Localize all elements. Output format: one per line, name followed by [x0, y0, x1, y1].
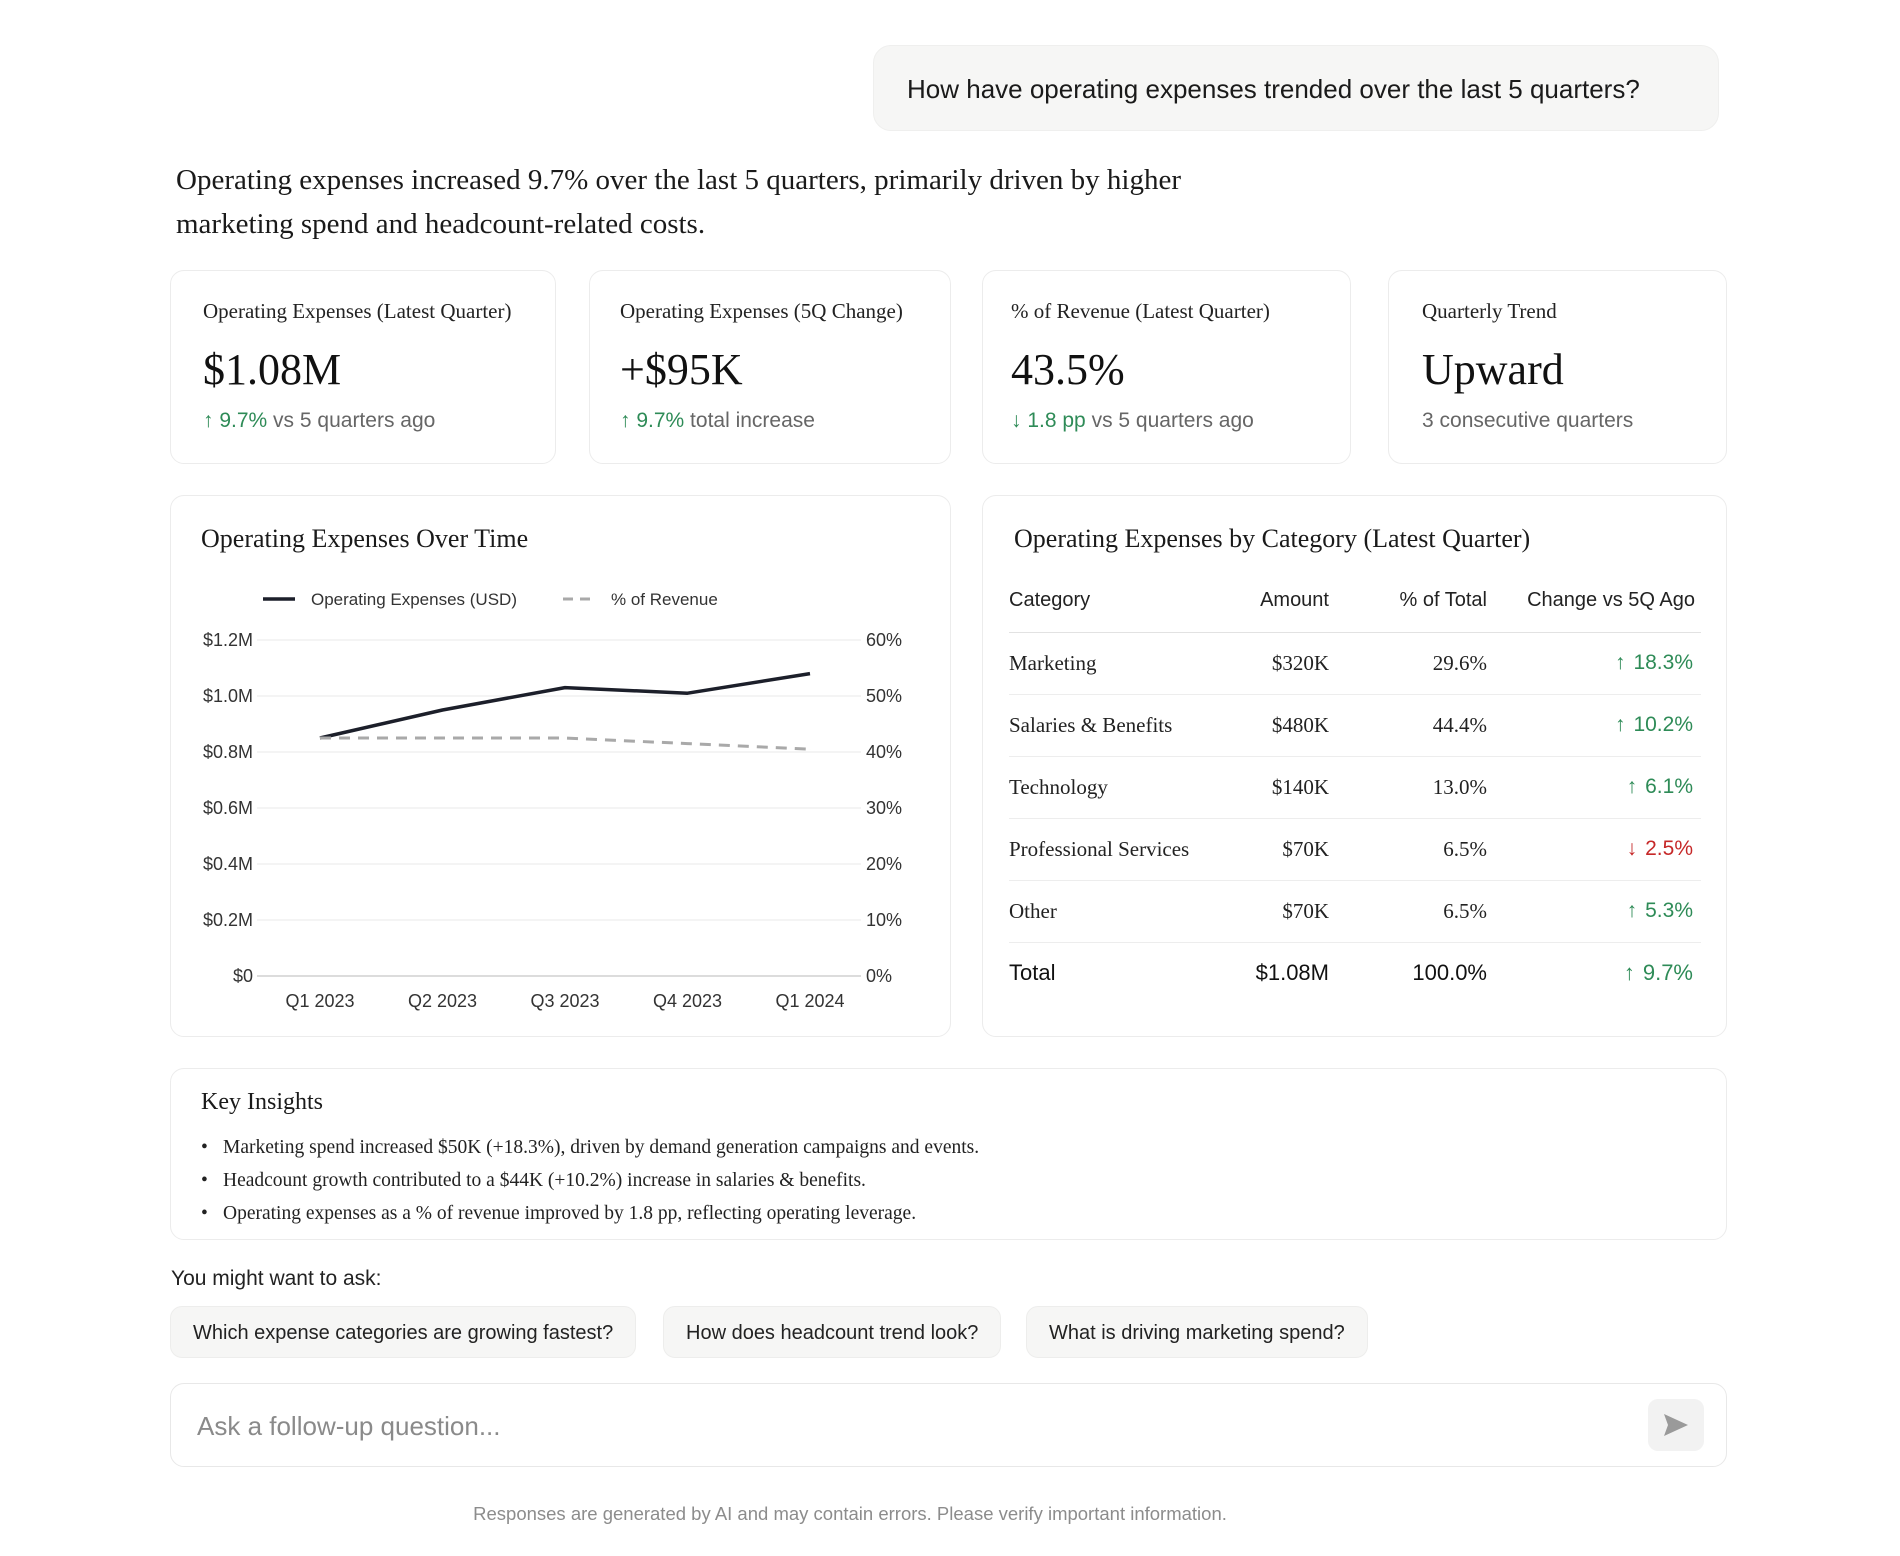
kpi-suffix: vs 5 quarters ago [267, 409, 436, 432]
kpi-value: 43.5% [1011, 345, 1125, 394]
chart-title: Operating Expenses Over Time [201, 524, 529, 553]
table-row [1009, 756, 1701, 818]
arrow-up-icon: ↑ [1623, 960, 1635, 986]
column-header-amount: Amount [1209, 586, 1329, 632]
cell-amount: $1.08M [1255, 960, 1329, 986]
insight-item: • Headcount growth contributed to a $44K (+10.2%) increase in salaries & benefits. [201, 1164, 979, 1197]
table-row [1009, 880, 1701, 942]
insight-item: • Marketing spend increased $50K (+18.3%), driven by demand generation campaigns and events. [201, 1131, 979, 1164]
arrow-up-icon: ↑ [1626, 775, 1638, 798]
right-axis-tick: 60% [866, 630, 903, 650]
send-icon [1662, 1412, 1690, 1438]
kpi-card-latest-opex [170, 270, 556, 464]
arrow-down-icon: ↓ [1011, 409, 1022, 432]
cell-category: Total [1009, 960, 1056, 986]
insights-title: Key Insights [201, 1089, 323, 1115]
x-axis-tick: Q3 2023 [530, 991, 600, 1011]
kpi-subtext [203, 409, 435, 433]
left-axis-tick: $0.4M [202, 854, 253, 874]
change-value: 18.3% [1633, 651, 1693, 674]
kpi-delta: 9.7% [219, 409, 268, 432]
suggestion-chip-headcount-trend[interactable]: How does headcount trend look? [663, 1306, 1001, 1358]
change-value: 5.3% [1645, 899, 1693, 922]
column-header-change: Change vs 5Q Ago [1487, 586, 1701, 632]
change-value: 9.7% [1642, 960, 1693, 986]
right-axis-tick: 50% [866, 686, 903, 706]
column-header-pct-total: % of Total [1329, 586, 1487, 632]
kpi-suffix: vs 5 quarters ago [1085, 409, 1254, 432]
suggestion-chip-fastest-categories[interactable]: Which expense categories are growing fastest? [170, 1306, 636, 1358]
cell-category: Salaries & Benefits [1009, 694, 1209, 756]
kpi-subtext [1011, 409, 1254, 433]
insights-list [201, 1131, 979, 1230]
cell-amount: $70K [1209, 880, 1329, 942]
kpi-card-5q-change [589, 270, 951, 464]
cell-pct-total: 6.5% [1329, 880, 1487, 942]
arrow-up-icon: ↑ [1614, 651, 1626, 674]
change-value: 10.2% [1633, 713, 1693, 736]
x-axis-tick: Q2 2023 [407, 991, 478, 1011]
cell-amount: $480K [1209, 694, 1329, 756]
cell-change [1487, 942, 1701, 1004]
cell-change [1487, 756, 1701, 818]
kpi-suffix: total increase [684, 409, 815, 432]
right-axis-tick: 30% [866, 798, 903, 818]
x-axis-tick: Q1 2023 [285, 991, 355, 1011]
cell-category: Other [1009, 880, 1209, 942]
kpi-delta: 1.8 pp [1027, 409, 1086, 432]
kpi-label: Operating Expenses (Latest Quarter) [203, 299, 512, 323]
table-row [1009, 632, 1701, 694]
follow-up-input[interactable] [197, 1404, 1577, 1448]
cell-pct-total: 44.4% [1329, 694, 1487, 756]
ai-disclaimer: Responses are generated by AI and may contain errors. Please verify important information. [473, 1503, 1227, 1524]
left-axis-tick: $0.8M [202, 742, 253, 762]
left-axis-tick: $0 [232, 966, 253, 986]
category-table [1009, 586, 1701, 1004]
series-line-pct-revenue [320, 738, 810, 749]
change-value: 2.5% [1645, 837, 1693, 860]
chart-legend [263, 590, 718, 609]
kpi-label: Operating Expenses (5Q Change) [620, 299, 903, 323]
arrow-up-icon: ↑ [620, 409, 631, 432]
right-axis-tick: 10% [866, 910, 903, 930]
x-axis-tick: Q4 2023 [652, 991, 723, 1011]
kpi-delta: 9.7% [636, 409, 685, 432]
kpi-label: % of Revenue (Latest Quarter) [1011, 299, 1270, 323]
table-row [1009, 818, 1701, 880]
column-header-category: Category [1009, 586, 1209, 632]
suggestion-chip-marketing-spend[interactable]: What is driving marketing spend? [1026, 1306, 1368, 1358]
right-axis-tick: 20% [866, 854, 903, 874]
cell-pct-total: 100.0% [1412, 960, 1487, 986]
kpi-value: Upward [1422, 345, 1564, 394]
user-message-bubble [873, 45, 1719, 131]
right-axis-tick: 40% [866, 742, 903, 762]
kpi-value: $1.08M [203, 345, 342, 394]
chart-card [170, 495, 951, 1037]
table-total-row [1009, 942, 1701, 1004]
cell-amount: $320K [1209, 632, 1329, 694]
send-button[interactable] [1648, 1399, 1704, 1451]
cell-change [1487, 632, 1701, 694]
arrow-up-icon: ↑ [1614, 713, 1626, 736]
user-message-text: How have operating expenses trended over the last 5 quarters? [907, 74, 1640, 104]
table-row [1009, 694, 1701, 756]
key-insights-card [170, 1068, 1727, 1240]
kpi-value: +$95K [620, 345, 743, 394]
legend-label-pct-revenue: % of Revenue [611, 590, 718, 609]
cell-pct-total: 6.5% [1329, 818, 1487, 880]
cell-pct-total: 13.0% [1329, 756, 1487, 818]
left-axis-tick: $0.2M [202, 910, 253, 930]
cell-amount: $70K [1209, 818, 1329, 880]
left-axis-tick: $0.6M [202, 798, 253, 818]
cell-change [1487, 880, 1701, 942]
legend-label-opex: Operating Expenses (USD) [311, 590, 517, 609]
change-value: 6.1% [1645, 775, 1693, 798]
cell-pct-total: 29.6% [1329, 632, 1487, 694]
cell-category: Technology [1009, 756, 1209, 818]
cell-category: Professional Services [1009, 818, 1209, 880]
arrow-up-icon: ↑ [203, 409, 214, 432]
arrow-up-icon: ↑ [1626, 899, 1638, 922]
table-header-row [1009, 586, 1701, 632]
kpi-card-quarterly-trend [1388, 270, 1727, 464]
answer-text: Operating expenses increased 9.7% over the last 5 quarters, primarily driven by higher marketing spend and headcount-related costs. [176, 164, 1182, 240]
left-axis-tick: $1.0M [202, 686, 253, 706]
left-axis-tick: $1.2M [202, 630, 253, 650]
right-axis-tick: 0% [866, 966, 893, 986]
insight-item: • Operating expenses as a % of revenue improved by 1.8 pp, reflecting operating leverage. [201, 1197, 979, 1230]
cell-change [1487, 694, 1701, 756]
suggestions-label: You might want to ask: [171, 1267, 382, 1290]
line-chart [171, 496, 952, 1038]
cell-category: Marketing [1009, 632, 1209, 694]
kpi-subtext: 3 consecutive quarters [1422, 409, 1634, 432]
category-table-card [982, 495, 1727, 1037]
cell-change [1487, 818, 1701, 880]
kpi-label: Quarterly Trend [1422, 299, 1557, 323]
kpi-card-pct-revenue [982, 270, 1351, 464]
follow-up-composer [170, 1383, 1727, 1467]
series-line-opex [320, 674, 810, 738]
cell-amount: $140K [1209, 756, 1329, 818]
arrow-down-icon: ↓ [1626, 837, 1638, 860]
kpi-subtext [620, 409, 815, 433]
table-title: Operating Expenses by Category (Latest Quarter) [1014, 524, 1531, 553]
x-axis-tick: Q1 2024 [775, 991, 845, 1011]
